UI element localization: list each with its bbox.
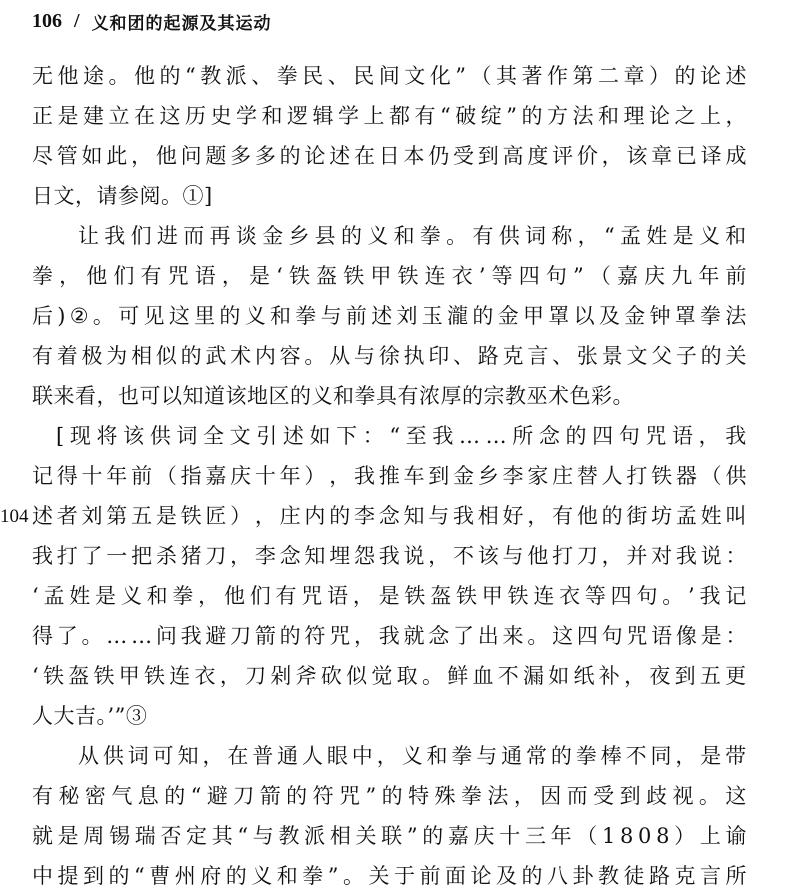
text-line: 述 者 刘 第 五 是 铁 匠 ） ， 庄 内 的 李 念 知 与 我 相 好 ， 有 他 的 街 坊 孟 姓 叫 bbox=[32, 504, 747, 528]
text-line: 尽 管 如 此 ， 他 问 题 多 多 的 论 述 在 日 本 仍 受 到 高 度 评 价 ， 该 章 已 译 成 bbox=[32, 144, 747, 168]
running-header bbox=[32, 6, 272, 36]
original-page-marker: 104 bbox=[0, 506, 29, 527]
page-number: 106 bbox=[32, 9, 62, 32]
book-title: 义和团的起源及其运动 bbox=[91, 13, 272, 33]
text-line: 有 秘 密 气 息 的 “ 避 刀 箭 的 符 咒 ” 的 特 殊 拳 法 ， 因 而 受 到 歧 视 。 这 bbox=[32, 784, 747, 808]
text-line: 得 了 。 … … 问 我 避 刀 箭 的 符 咒 ， 我 就 念 了 出 来 。 这 四 句 咒 语 像 是 ： bbox=[32, 624, 747, 648]
text-line: 让 我 们 进 而 再 谈 金 乡 县 的 义 和 拳 。 有 供 词 称 ， “ 孟 姓 是 义 和 bbox=[78, 224, 747, 248]
text-line: 无 他 途 。 他 的 “ 教 派 、 拳 民 、 民 间 文 化 ” （ 其 著 作 第 二 章 ） 的 论 述 bbox=[32, 64, 747, 88]
text-line: 就 是 周 锡 瑞 否 定 其 “ 与 教 派 相 关 联 ” 的 嘉 庆 十 三 年 （ 1 8 0 8 ） 上 谕 bbox=[32, 824, 747, 848]
text-line: 拳 ， 他 们 有 咒 语 ， 是 ‘ 铁 盔 铁 甲 铁 连 衣 ’ 等 四 句 ” （ 嘉 庆 九 年 前 bbox=[32, 264, 747, 288]
text-line: 联来看，也可以知道该地区的义和拳具有浓厚的宗教巫术色彩。 bbox=[32, 384, 634, 408]
text-line: 我 打 了 一 把 杀 猪 刀 ， 李 念 知 埋 怨 我 说 ， 不 该 与 他 打 刀 ， 并 对 我 说 ： bbox=[32, 544, 747, 568]
text-line: 后 ) ② 。 可 见 这 里 的 义 和 拳 与 前 述 刘 玉 瀧 的 金 甲 罩 以 及 金 钟 罩 拳 法 bbox=[32, 304, 747, 328]
text-line: 正 是 建 立 在 这 历 史 学 和 逻 辑 学 上 都 有 “ 破 绽 ” 的 方 法 和 理 论 之 上 ， bbox=[32, 104, 747, 128]
body-text bbox=[32, 56, 747, 896]
text-line: 有 着 极 为 相 似 的 武 术 内 容 。 从 与 徐 执 印 、 路 克 言 、 张 景 文 父 子 的 关 bbox=[32, 344, 747, 368]
text-line: 日文，请参阅。①] bbox=[32, 184, 213, 208]
text-line: 人大吉。’”③ bbox=[32, 704, 148, 728]
text-line: 中 提 到 的 “ 曹 州 府 的 义 和 拳 ” 。 关 于 前 面 论 及 的 八 卦 教 徒 路 克 言 所 bbox=[32, 864, 747, 888]
text-line: ‘ 铁 盔 铁 甲 铁 连 衣 ， 刀 剁 斧 砍 似 觉 取 。 鲜 血 不 漏 如 纸 补 ， 夜 到 五 更 bbox=[32, 664, 747, 688]
text-line: 从 供 词 可 知 ， 在 普 通 人 眼 中 ， 义 和 拳 与 通 常 的 拳 棒 不 同 ， 是 带 bbox=[78, 744, 747, 768]
text-line: 记 得 十 年 前 （ 指 嘉 庆 十 年 ） ， 我 推 车 到 金 乡 李 家 庄 替 人 打 铁 器 （ 供 bbox=[32, 464, 747, 488]
text-line: [ 现 将 该 供 词 全 文 引 述 如 下 ： “ 至 我 … … 所 念 的 四 句 咒 语 ， 我 bbox=[56, 424, 747, 448]
header-separator: / bbox=[74, 9, 80, 32]
text-line: ‘ 孟 姓 是 义 和 拳 ， 他 们 有 咒 语 ， 是 铁 盔 铁 甲 铁 连 衣 等 四 句 。 ’ 我 记 bbox=[32, 584, 747, 608]
